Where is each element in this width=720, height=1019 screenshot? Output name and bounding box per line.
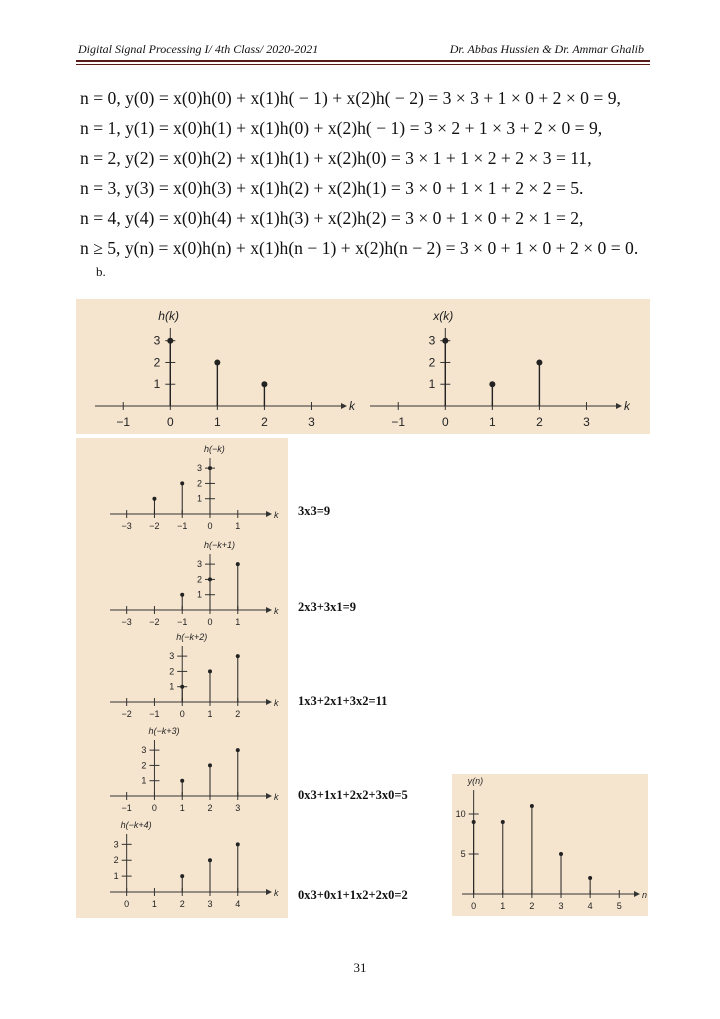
- plot-y-n: [452, 774, 648, 916]
- stem-point: [180, 481, 184, 485]
- x-axis-arrow-icon: [266, 607, 272, 613]
- stem-point: [180, 779, 184, 783]
- x-tick-label: 0: [179, 709, 185, 719]
- x-axis-arrow-icon: [266, 511, 272, 517]
- stem-point: [236, 562, 240, 566]
- y-tick-label: 2: [141, 760, 147, 771]
- x-tick-label: 3: [235, 803, 241, 813]
- stem-point: [214, 359, 220, 365]
- plot-title: h(−k+3): [148, 726, 180, 736]
- x-tick-label: −2: [121, 709, 132, 719]
- y-tick-label: 3: [169, 651, 175, 662]
- x-tick-label: 2: [207, 803, 213, 813]
- x-tick-label: 0: [151, 803, 157, 813]
- x-tick-label: −1: [116, 415, 131, 429]
- x-tick-label: 0: [207, 617, 213, 627]
- stem-point: [180, 685, 184, 689]
- stem-point: [208, 577, 212, 581]
- x-tick-label: 5: [616, 901, 622, 911]
- x-axis-label: k: [624, 399, 630, 413]
- y-tick-label: 10: [455, 809, 466, 819]
- equation-n3: n = 3, y(3) = x(0)h(3) + x(1)h(2) + x(2)h(1) = 3 × 0 + 1 × 1 + 2 × 2 = 5.: [80, 178, 584, 198]
- stem-point: [208, 466, 212, 470]
- x-tick-label: 2: [235, 709, 241, 719]
- x-tick-label: 0: [441, 415, 449, 429]
- header-authors: Dr. Abbas Hussien & Dr. Ammar Ghalib: [449, 42, 644, 56]
- x-axis-arrow-icon: [266, 889, 272, 895]
- stem-point: [180, 593, 184, 597]
- y-tick-label: 2: [196, 574, 202, 585]
- stem-point: [167, 338, 173, 344]
- y-tick-label: 1: [196, 589, 202, 600]
- plot-title: h(−k+4): [120, 820, 152, 830]
- x-tick-label: −3: [121, 617, 132, 627]
- plot-h-minus-k-plus-4: [100, 818, 280, 914]
- equation-n4: n = 4, y(4) = x(0)h(4) + x(1)h(3) + x(2)h(2) = 3 × 0 + 1 × 0 + 2 × 1 = 2,: [80, 208, 584, 228]
- result-y4: 0x3+0x1+1x2+2x0=2: [298, 888, 408, 902]
- plot-title: h(−k+2): [176, 632, 208, 642]
- y-tick-label: 3: [141, 745, 147, 756]
- stem-point: [530, 804, 534, 808]
- x-axis-arrow-icon: [616, 403, 622, 409]
- x-axis-label: n: [642, 890, 648, 900]
- plot-h-minus-k: [100, 442, 280, 536]
- part-label: b.: [96, 264, 106, 279]
- stem-point: [236, 842, 240, 846]
- x-tick-label: 0: [124, 899, 130, 909]
- x-tick-label: 1: [235, 617, 241, 627]
- x-tick-label: 1: [214, 415, 221, 429]
- stem-point: [208, 763, 212, 767]
- stem-point: [559, 852, 563, 856]
- stem-point: [501, 820, 505, 824]
- plot-h-minus-k-plus-1: [100, 538, 280, 632]
- x-tick-label: 2: [261, 415, 268, 429]
- y-tick-label: 3: [113, 839, 119, 850]
- plot-title: h(k): [158, 309, 179, 323]
- plot-title: x(k): [433, 309, 454, 323]
- plot-x-k: [360, 308, 630, 432]
- y-tick-label: 2: [113, 855, 119, 866]
- x-axis-label: k: [274, 792, 279, 802]
- x-tick-label: −1: [121, 803, 132, 813]
- plot-title: h(−k): [204, 444, 225, 454]
- x-tick-label: 3: [583, 415, 590, 429]
- y-tick-label: 1: [196, 493, 202, 504]
- x-tick-label: 0: [166, 415, 174, 429]
- x-tick-label: −1: [149, 709, 160, 719]
- plot-title: y(n): [467, 776, 484, 786]
- y-tick-label: 1: [141, 775, 147, 786]
- x-axis-label: k: [274, 510, 279, 520]
- y-tick-label: 1: [428, 377, 436, 392]
- x-axis-arrow-icon: [341, 403, 347, 409]
- x-tick-label: −1: [177, 617, 188, 627]
- plot-h-k: [85, 308, 355, 432]
- x-axis-label: k: [274, 698, 279, 708]
- x-axis-arrow-icon: [634, 891, 640, 897]
- x-tick-label: 1: [151, 899, 157, 909]
- equation-n5: n ≥ 5, y(n) = x(0)h(n) + x(1)h(n − 1) + x(2)h(n − 2) = 3 × 0 + 1 × 0 + 2 × 0 = 0.: [80, 238, 639, 258]
- stem-point: [536, 359, 542, 365]
- stem-point: [236, 654, 240, 658]
- header-rule-thin: [76, 64, 650, 65]
- result-y2: 1x3+2x1+3x2=11: [298, 694, 388, 708]
- x-tick-label: 1: [207, 709, 213, 719]
- x-axis-label: k: [274, 888, 279, 898]
- result-y1: 2x3+3x1=9: [298, 600, 356, 614]
- x-tick-label: 3: [308, 415, 315, 429]
- stem-point: [180, 874, 184, 878]
- stem-point: [261, 381, 267, 387]
- stem-point: [208, 858, 212, 862]
- x-axis-arrow-icon: [266, 699, 272, 705]
- y-tick-label: 2: [153, 355, 161, 370]
- x-tick-label: 1: [500, 901, 506, 911]
- stem-point: [472, 820, 476, 824]
- y-tick-label: 1: [169, 681, 175, 692]
- x-tick-label: 1: [179, 803, 185, 813]
- y-tick-label: 3: [196, 559, 202, 570]
- x-tick-label: 2: [179, 899, 185, 909]
- y-tick-label: 3: [428, 333, 436, 348]
- x-tick-label: 3: [558, 901, 564, 911]
- header-rule: [76, 60, 650, 62]
- x-tick-label: 2: [536, 415, 543, 429]
- x-tick-label: −2: [149, 617, 160, 627]
- result-y0: 3x3=9: [298, 504, 331, 518]
- x-tick-label: −3: [121, 521, 132, 531]
- plot-title: h(−k+1): [204, 540, 236, 550]
- stem-point: [208, 669, 212, 673]
- x-tick-label: 4: [235, 899, 241, 909]
- y-tick-label: 1: [113, 871, 119, 882]
- equation-n1: n = 1, y(1) = x(0)h(1) + x(1)h(0) + x(2)h( − 1) = 3 × 2 + 1 × 3 + 2 × 0 = 9,: [80, 118, 603, 138]
- page-number: 31: [353, 960, 367, 975]
- x-tick-label: 3: [207, 899, 213, 909]
- y-tick-label: 2: [428, 355, 436, 370]
- equation-n2: n = 2, y(2) = x(0)h(2) + x(1)h(1) + x(2)h(0) = 3 × 1 + 1 × 2 + 2 × 3 = 11,: [80, 148, 592, 168]
- x-tick-label: −1: [391, 415, 406, 429]
- header-course: Digital Signal Processing I/ 4th Class/ 2020-2021: [78, 42, 319, 56]
- y-tick-label: 2: [196, 478, 202, 489]
- stem-point: [442, 338, 448, 344]
- x-axis-arrow-icon: [266, 793, 272, 799]
- x-tick-label: 1: [489, 415, 496, 429]
- y-tick-label: 3: [153, 333, 161, 348]
- plot-h-minus-k-plus-2: [100, 630, 280, 724]
- x-axis-label: k: [274, 606, 279, 616]
- x-tick-label: 0: [207, 521, 213, 531]
- y-tick-label: 3: [196, 463, 202, 474]
- stem-point: [152, 497, 156, 501]
- x-tick-label: −2: [149, 521, 160, 531]
- y-tick-label: 1: [153, 377, 161, 392]
- equation-n0: n = 0, y(0) = x(0)h(0) + x(1)h( − 1) + x(2)h( − 2) = 3 × 3 + 1 × 0 + 2 × 0 = 9,: [80, 88, 621, 108]
- x-tick-label: 1: [235, 521, 241, 531]
- y-tick-label: 5: [460, 849, 466, 859]
- x-tick-label: 0: [471, 901, 477, 911]
- stem-point: [588, 876, 592, 880]
- stem-point: [489, 381, 495, 387]
- x-tick-label: −1: [177, 521, 188, 531]
- x-tick-label: 4: [587, 901, 593, 911]
- plot-h-minus-k-plus-3: [100, 724, 280, 818]
- x-axis-label: k: [349, 399, 355, 413]
- y-tick-label: 2: [169, 666, 175, 677]
- result-y3: 0x3+1x1+2x2+3x0=5: [298, 788, 408, 802]
- x-tick-label: 2: [529, 901, 535, 911]
- stem-point: [236, 748, 240, 752]
